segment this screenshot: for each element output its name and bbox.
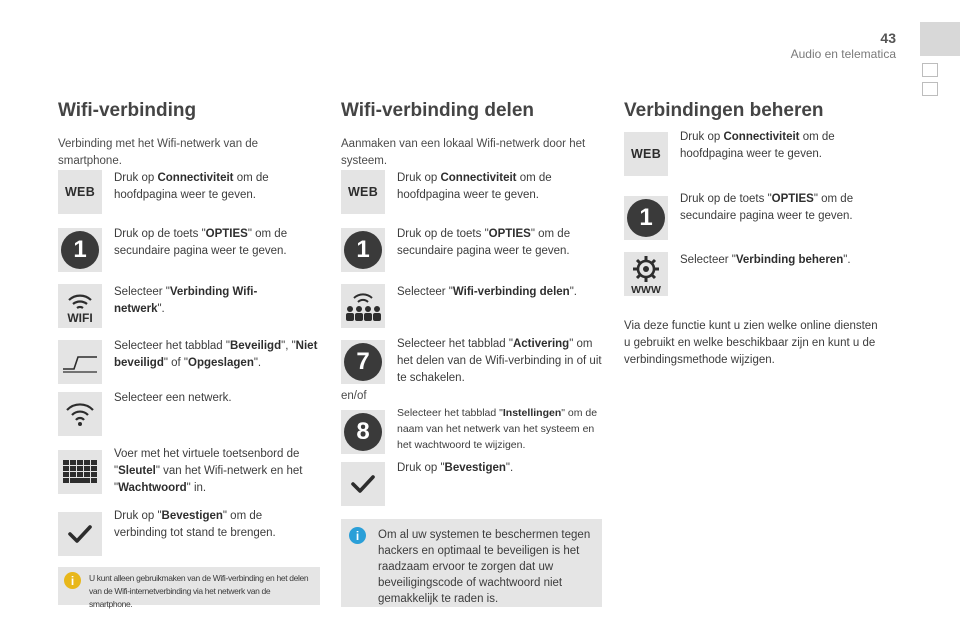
col1-step-2-text: Druk op de toets "OPTIES" om de secundaire pagina weer te geven. xyxy=(114,228,288,257)
page-number: 43 xyxy=(880,30,896,46)
info-icon: i xyxy=(349,527,366,544)
number-1-icon: 1 xyxy=(341,228,385,272)
column-wifi-verbinding-delen xyxy=(341,100,613,170)
number-1-icon: 1 xyxy=(624,196,668,240)
col1-intro: Verbinding met het Wifi-netwerk van de smartphone. xyxy=(58,138,259,167)
col2-step-1-text: Druk op Connectiviteit om de hoofdpagina weer te geven. xyxy=(397,172,552,201)
col2-title: Wifi-verbinding delen xyxy=(341,100,534,121)
and-or-label: en/of xyxy=(341,390,367,402)
col1-step-3-text: Selecteer "Verbinding Wifi-netwerk". xyxy=(114,286,258,315)
col2-step-6-text: Druk op "Bevestigen". xyxy=(397,462,514,474)
section-title: Audio en telematica xyxy=(790,47,896,61)
info-icon: i xyxy=(64,572,81,589)
col2-step-5-text: Selecteer het tabblad "Instellingen" om de naam van het netwerk van het systeem en het wachtwoord te wijzigen. xyxy=(397,407,598,451)
col1-step-5-text: Selecteer een netwerk. xyxy=(114,392,232,404)
people-icon xyxy=(341,284,385,328)
checkmark-icon xyxy=(58,512,102,556)
col1-step-6-text: Voer met het virtuele toetsenbord de "Sleutel" van het Wifi-netwerk en het "Wachtwoord" in. xyxy=(114,448,303,494)
www-gear-icon xyxy=(624,252,668,296)
chapter-tab-3 xyxy=(922,82,938,96)
col1-step-4-text: Selecteer het tabblad "Beveiligd", "Niet beveiligd" of "Opgeslagen". xyxy=(114,340,318,369)
col2-note-text: Om al uw systemen te beschermen tegen hackers en optimaal te beveiligen is het raadzaam ervoor te zorgen dat uw beveiligingscode of wachtwoord niet gemakkelijk te raden is. xyxy=(378,529,591,605)
tab-icon xyxy=(58,340,102,384)
col1-info-note xyxy=(58,567,320,609)
number-7-icon: 7 xyxy=(341,340,385,384)
checkmark-icon xyxy=(341,462,385,506)
col2-intro: Aanmaken van een lokaal Wifi-netwerk door het systeem. xyxy=(341,138,586,167)
col3-step-1-text: Druk op Connectiviteit om de hoofdpagina weer te geven. xyxy=(680,131,835,160)
wifi-icon xyxy=(58,284,102,328)
col2-info-note xyxy=(341,519,602,607)
col3-body-text: Via deze functie kunt u zien welke online diensten u gebruikt en welke beschikbaar zijn en kunt u de verbindingsmethode wijzigen. xyxy=(624,320,878,366)
column-wifi-verbinding xyxy=(58,100,330,170)
keyboard-icon xyxy=(58,450,102,494)
wifi-signal-icon xyxy=(58,392,102,436)
col1-step-1-text: Druk op Connectiviteit om de hoofdpagina weer te geven. xyxy=(114,172,269,201)
chapter-tab-active xyxy=(922,40,938,54)
number-8-icon: 8 xyxy=(341,410,385,454)
svg-text:WIFI: WIFI xyxy=(67,311,93,325)
web-icon: WEB xyxy=(341,170,385,214)
col3-title: Verbindingen beheren xyxy=(624,100,824,121)
col3-step-3-text: Selecteer "Verbinding beheren". xyxy=(680,254,851,266)
col1-step-7-text: Druk op "Bevestigen" om de verbinding tot stand te brengen. xyxy=(114,510,276,539)
col1-title: Wifi-verbinding xyxy=(58,100,197,121)
chapter-tab-2 xyxy=(922,63,938,77)
col2-step-4-text: Selecteer het tabblad "Activering" om het delen van de Wifi-verbinding in of uit te schakelen. xyxy=(397,338,602,384)
col2-step-2-text: Druk op de toets "OPTIES" om de secundaire pagina weer te geven. xyxy=(397,228,571,257)
col3-step-2-text: Druk op de toets "OPTIES" om de secundaire pagina weer te geven. xyxy=(680,193,854,222)
col1-note-text: U kunt alleen gebruikmaken van de Wifi-verbinding en het delen van de Wifi-internetverbinding via het netwerk van de smartphone. xyxy=(89,573,309,609)
number-1-icon: 1 xyxy=(58,228,102,272)
svg-text:WWW: WWW xyxy=(631,284,661,295)
web-icon: WEB xyxy=(58,170,102,214)
web-icon: WEB xyxy=(624,132,668,176)
col2-step-3-text: Selecteer "Wifi-verbinding delen". xyxy=(397,286,577,298)
